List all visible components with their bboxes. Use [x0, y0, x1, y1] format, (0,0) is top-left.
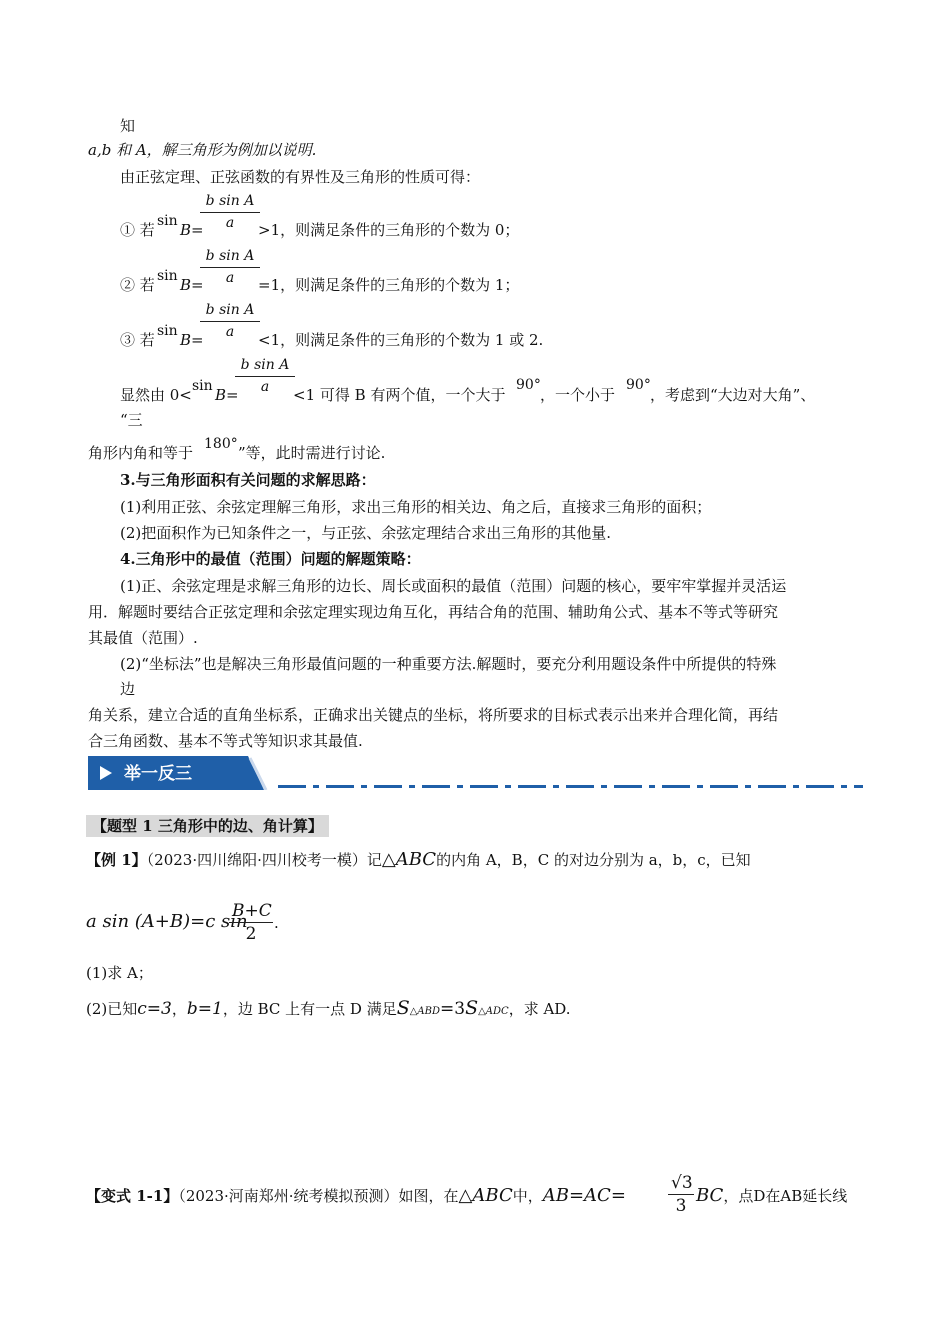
example1-label	[86, 850, 751, 870]
deg90-a: 90°	[516, 377, 541, 393]
triangle-symbol: △	[381, 849, 396, 870]
example1-text: 的内角 A，B，C 的对边分别为 a，b，c，已知	[436, 851, 751, 869]
obv-mid2: ，一个小于	[540, 386, 616, 404]
variant-source: （2023·河南郑州·统考模拟预测）如图，在	[178, 1187, 459, 1205]
q2-prefix: (2)已知	[86, 1000, 138, 1018]
case3-sin: sin	[157, 323, 178, 339]
variant-bc: BC	[696, 1185, 724, 1206]
text-h4-2b: 边	[120, 680, 136, 698]
angle-sum-prefix: 角形内角和等于	[88, 444, 194, 462]
variant-abc: ABC	[472, 1185, 513, 1206]
text-h4-2a: (2)“坐标法”也是解决三角形最值问题的一种重要方法.解题时，要充分利用题设条件中所提供的特殊	[120, 655, 777, 673]
text-ab-intro: a,b 和 A，解三角形为例加以说明.	[88, 141, 317, 159]
obv-b: B=	[215, 386, 239, 404]
case1-suffix: >1，则满足条件的三角形的个数为 0；	[258, 221, 520, 239]
angle-sum-suffix: ”等，此时需进行讨论.	[238, 444, 386, 462]
deg180: 180°	[204, 436, 238, 452]
fraction-numerator: b sin A	[200, 245, 260, 268]
case1-sin: sin	[157, 213, 178, 229]
fraction-numerator: b sin A	[235, 354, 295, 377]
case1-prefix: ① 若	[120, 221, 155, 239]
q2-end: ，求 AD.	[508, 1000, 571, 1018]
text-h4-2d: 合三角函数、基本不等式等知识求其最值.	[88, 732, 363, 750]
text-h4-2c: 角关系，建立合适的直角坐标系，正确求出关键点的坐标，将所要求的目标式表示出来并合理化简，再结	[88, 706, 779, 724]
fraction-numerator: b sin A	[200, 190, 260, 213]
text-h4-1b: 用．解题时要结合正弦定理和余弦定理实现边角互化，再结合角的范围、辅助角公式、基本不等式等研究	[88, 603, 779, 621]
q2-c: c=3	[137, 999, 172, 1019]
fraction-denominator: a	[225, 215, 235, 231]
variant-eq: AB=AC=	[542, 1185, 626, 1206]
q2-b: b=1	[186, 999, 223, 1019]
q2-s1-sub: △ABD	[409, 1006, 441, 1017]
text-quote-san: “三	[120, 411, 143, 429]
triangle-abc: ABC	[395, 849, 437, 870]
case3-b: B=	[180, 331, 204, 349]
equation-numerator: B+C	[229, 900, 273, 923]
case2-sin: sin	[157, 268, 178, 284]
example1-equation-end: .	[274, 914, 279, 932]
q2-eq: =3	[440, 999, 466, 1019]
variant-denominator: 3	[675, 1196, 687, 1216]
case2-b: B=	[180, 276, 204, 294]
obv-mid: <1 可得 B 有两个值，一个大于	[293, 386, 506, 404]
banner-dash-line	[278, 785, 863, 788]
variant-triangle: △	[458, 1185, 473, 1206]
section-banner	[88, 756, 268, 790]
heading-4: 4.三角形中的最值（范围）问题的解题策略：	[120, 550, 421, 568]
obv-fraction	[235, 354, 295, 397]
variant-line	[86, 1186, 626, 1206]
q2-s2-sub: △ADC	[478, 1006, 509, 1017]
heading-3: 3.与三角形面积有关问题的求解思路：	[120, 471, 376, 489]
example1-equation-lhs: a sin (A+B)=c sin	[86, 911, 248, 932]
fraction-denominator: a	[225, 270, 235, 286]
text-zhi: 知	[120, 117, 136, 135]
obv-sin: sin	[192, 378, 213, 394]
fraction-denominator: a	[260, 379, 270, 395]
variant-tag: 【变式 1-1】	[86, 1187, 179, 1205]
example1-q2: (2)已知c=3，b=1，边 BC 上有一点 D 满足S△ABD=3S△ADC，求 AD.	[86, 997, 571, 1019]
text-sine-law: 由正弦定理、正弦函数的有界性及三角形的性质可得：	[120, 168, 481, 186]
obv-suffix: ，考虑到“大边对大角”、	[650, 386, 816, 404]
obv-prefix: 显然由 0<	[120, 386, 192, 404]
case2-suffix: =1，则满足条件的三角形的个数为 1；	[258, 276, 520, 294]
q2-s1: S	[396, 997, 410, 1019]
text-h3-2: (2)把面积作为已知条件之一，与正弦、余弦定理结合求出三角形的其他量.	[120, 524, 612, 542]
deg90-b: 90°	[626, 377, 651, 393]
case3-prefix: ③ 若	[120, 331, 155, 349]
fraction-denominator: a	[225, 324, 235, 340]
example1-q1: (1)求 A；	[86, 964, 153, 982]
banner-label: 举一反三	[124, 764, 192, 784]
text-h4-1a: (1)正、余弦定理是求解三角形的边长、周长或面积的最值（范围）问题的核心，要牢牢掌握并灵活运	[120, 577, 787, 595]
variant-fraction	[668, 1172, 694, 1217]
sqrt3-numerator: √3	[668, 1172, 694, 1195]
case2-prefix: ② 若	[120, 276, 155, 294]
case3-suffix: <1，则满足条件的三角形的个数为 1 或 2.	[258, 331, 544, 349]
case3-fraction	[200, 299, 260, 342]
case2-fraction	[200, 245, 260, 288]
question-type-label: 【题型 1 三角形中的边、角计算】	[86, 815, 329, 837]
example1-tag: 【例 1】	[86, 851, 147, 869]
q2-mid: ，边 BC 上有一点 D 满足	[222, 1000, 397, 1018]
text-h4-1c: 其最值（范围）.	[88, 629, 198, 647]
variant-tail-text: ，点D在AB延长线	[723, 1187, 848, 1205]
variant-tail	[696, 1186, 847, 1206]
example1-source: （2023·四川绵阳·四川校考一模）记	[146, 851, 382, 869]
example1-equation-fraction	[229, 900, 273, 945]
case1-b: B=	[180, 221, 204, 239]
text-h3-1: (1)利用正弦、余弦定理解三角形，求出三角形的相关边、角之后，直接求三角形的面积；	[120, 498, 712, 516]
case1-fraction	[200, 190, 260, 233]
q2-s2: S	[465, 997, 479, 1019]
equation-denominator: 2	[245, 924, 257, 944]
variant-zhong: 中，	[512, 1187, 543, 1205]
fraction-numerator: b sin A	[200, 299, 260, 322]
